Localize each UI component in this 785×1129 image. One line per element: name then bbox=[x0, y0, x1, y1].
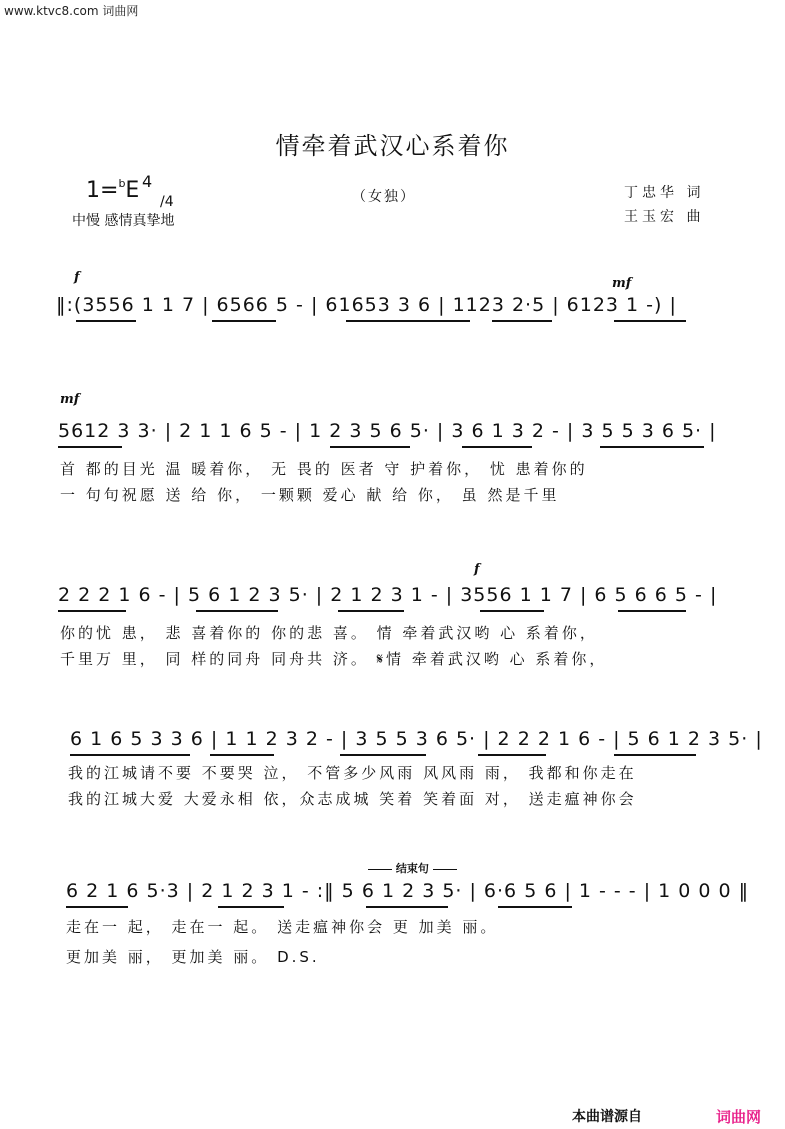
lyric-verse-1: 你的忧 患， 悲 喜着你的 你的悲 喜。 情 牵着武汉哟 心 系着你， bbox=[60, 624, 598, 642]
lyric-verse-1: 首 都的目光 温 暖着你， 无 畏的 医者 守 护着你， 忧 患着你的 bbox=[60, 460, 588, 478]
underline-beam bbox=[340, 754, 426, 756]
dynamic-f: f bbox=[474, 562, 480, 577]
footer-site-logo[interactable]: 词曲网 bbox=[716, 1108, 762, 1126]
underline-beam bbox=[462, 446, 532, 448]
underline-beam bbox=[338, 610, 404, 612]
song-title: 情牵着武汉心系着你 bbox=[275, 132, 510, 160]
key-letter: E bbox=[125, 178, 140, 203]
notation-line-1: ‖:(3556 1 1 7 | 6566 5 - | 61653 3 6 | 1123 2·5 | 6123 1 -) | bbox=[56, 294, 677, 316]
underline-beam bbox=[618, 610, 686, 612]
underline-beam bbox=[58, 610, 126, 612]
underline-beam bbox=[212, 320, 276, 322]
underline-beam bbox=[346, 320, 470, 322]
tempo-marking: 中慢 感情真挚地 bbox=[72, 213, 175, 229]
underline-beam bbox=[614, 754, 696, 756]
underline-beam bbox=[366, 906, 448, 908]
lyric-verse-1: 我的江城请不要 不要哭 泣， 不管多少风雨 风风雨 雨， 我都和你走在 bbox=[68, 764, 637, 782]
underline-beam bbox=[58, 446, 122, 448]
notation-line-4: 6 1 6 5 3 3 6 | 1 1 2 3 2 - | 3 5 5 3 6 5· | 2 2 2 1 6 - | 5 6 1 2 3 5· | bbox=[70, 728, 763, 750]
lyric-verse-2: 一 句句祝愿 送 给 你， 一颗颗 爱心 献 给 你， 虽 然是千里 bbox=[60, 486, 560, 504]
notation-line-2: 5612 3 3· | 2 1 1 6 5 - | 1 2 3 5 6 5· | 3 6 1 3 2 - | 3 5 5 3 6 5· | bbox=[58, 420, 717, 442]
underline-beam bbox=[330, 446, 410, 448]
dynamic-mf: mf bbox=[60, 392, 80, 407]
lyric-verse-1: 走在一 起， 走在一 起。 送走瘟神你会 更 加美 丽。 bbox=[66, 918, 499, 936]
key-flat: b bbox=[118, 177, 126, 190]
underline-beam bbox=[70, 754, 190, 756]
performance-mode: （女独） bbox=[352, 189, 416, 205]
notation-line-3: 2 2 2 1 6 - | 5 6 1 2 3 5· | 2 1 2 3 1 - | 3556 1 1 7 | 6 5 6 6 5 - | bbox=[58, 584, 718, 606]
notation-line-5: 6 2 1 6 5·3 | 2 1 2 3 1 - :‖ 5 6 1 2 3 5· | 6·6 5 6 | 1 - - - | 1 0 0 0 ‖ bbox=[66, 880, 750, 902]
key-signature bbox=[86, 178, 139, 203]
meter-bottom: /4 bbox=[160, 194, 174, 210]
footer-source-label: 本曲谱源自 bbox=[572, 1109, 642, 1125]
underline-beam bbox=[66, 906, 128, 908]
underline-beam bbox=[196, 610, 278, 612]
ending-label-text: 结束句 bbox=[395, 862, 429, 875]
lyric-verse-2: 我的江城大爱 大爱永相 依，众志成城 笑着 笑着面 对， 送走瘟神你会 bbox=[68, 790, 637, 808]
underline-beam bbox=[218, 906, 284, 908]
dynamic-mf: mf bbox=[612, 276, 632, 291]
underline-beam bbox=[478, 754, 546, 756]
lyric-verse-2: 千里万 里， 同 样的同舟 同舟共 济。 𝄋情 牵着武汉哟 心 系着你， bbox=[60, 650, 608, 668]
key-prefix: 1= bbox=[86, 178, 119, 203]
ending-section-label bbox=[368, 860, 457, 876]
underline-beam bbox=[614, 320, 686, 322]
underline-beam bbox=[480, 610, 544, 612]
underline-beam bbox=[76, 320, 136, 322]
dynamic-f: f bbox=[74, 270, 80, 285]
underline-beam bbox=[600, 446, 704, 448]
meter-top: 4 bbox=[142, 172, 153, 191]
composer-credit: 王玉宏 曲 bbox=[624, 209, 705, 225]
underline-beam bbox=[492, 320, 552, 322]
source-watermark: www.ktvc8.com 词曲网 bbox=[4, 4, 139, 18]
lyric-verse-2: 更加美 丽， 更加美 丽。 D.S. bbox=[66, 948, 320, 966]
underline-beam bbox=[210, 754, 274, 756]
lyricist-credit: 丁忠华 词 bbox=[624, 185, 705, 201]
underline-beam bbox=[498, 906, 572, 908]
